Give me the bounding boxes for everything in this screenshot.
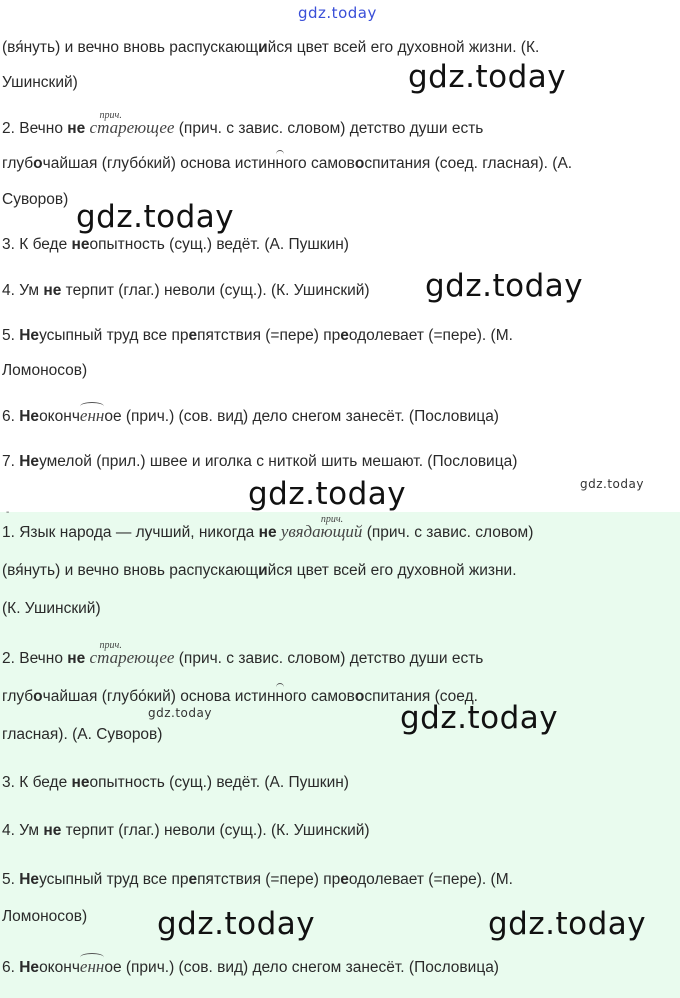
s2-sentence-5: 5. Неусыпный труд все препятствия (=пере) преодолевает (=пере). (М. (2, 871, 513, 888)
s1-line-1: (вя́нуть) и вечно вновь распускающийся цвет всей его духовной жизни. (К. (2, 39, 540, 56)
s1-sentence-2-line-3: Суворов) (2, 191, 69, 208)
watermark: gdz.today (157, 906, 316, 942)
s2-sentence-1-line-2: (вя́нуть) и вечно вновь распускающийся цвет всей его духовной жизни. (2, 562, 517, 579)
s1-sentence-6: 6. Неоконченное (прич.) (сов. вид) дело снегом занесёт. (Пословица) (2, 406, 499, 425)
watermark: gdz.today (408, 59, 567, 95)
s1-sentence-4: 4. Ум не терпит (глаг.) неволи (сущ.). (К. Ушинский) (2, 282, 370, 299)
watermark: gdz.today (400, 700, 559, 736)
top-watermark: gdz.today (298, 4, 377, 22)
s2-sentence-5-line-2: Ломоносов) (2, 908, 88, 925)
s2-sentence-1-line-3: (К. Ушинский) (2, 600, 101, 617)
watermark-small: gdz.today (148, 706, 212, 720)
s2-sentence-6: 6. Неоконченное (прич.) (сов. вид) дело снегом занесёт. (Пословица) (2, 957, 499, 976)
participle-annotation: прич. (99, 640, 122, 651)
s2-sentence-1: 1. Язык народа — лучший, никогда не прич. увядающий (прич. с завис. словом) (2, 522, 533, 543)
corner-mark: - (6, 507, 10, 518)
s1-sentence-5-line-2: Ломоносов) (2, 362, 88, 379)
s2-sentence-3: 3. К беде неопытность (сущ.) ведёт. (А. Пушкин) (2, 774, 349, 791)
participle-annotation: прич. (99, 110, 122, 121)
watermark: gdz.today (76, 199, 235, 235)
participle-word: прич. стареющее (90, 118, 175, 137)
watermark: gdz.today (248, 476, 407, 512)
watermark: gdz.today (488, 906, 647, 942)
s2-sentence-4: 4. Ум не терпит (глаг.) неволи (сущ.). (К. Ушинский) (2, 822, 370, 839)
s1-sentence-3: 3. К беде неопытность (сущ.) ведёт. (А. Пушкин) (2, 236, 349, 253)
s1-sentence-7: 7. Неумелой (прил.) швее и иголка с ниткой шить мешают. (Пословица) (2, 453, 518, 470)
participle-word: прич. увядающий (281, 522, 363, 541)
participle-annotation: прич. (320, 514, 344, 525)
s2-sentence-2: 2. Вечно не прич. стареющее (прич. с завис. словом) детство души есть (2, 648, 483, 669)
participle-word: прич. стареющее (90, 648, 175, 667)
s1-sentence-2-line-2: глубочайшая (глубо́кий) основа истинного самовоспитания (соед. гласная). (А. (2, 155, 573, 172)
watermark: gdz.today (425, 268, 584, 304)
s2-sentence-2-line-3: гласная). (А. Суворов) (2, 726, 163, 743)
s2-sentence-2-line-2: глубочайшая (глубо́кий) основа истинного самовоспитания (соед. (2, 688, 478, 705)
s1-line-2: Ушинский) (2, 74, 78, 91)
s1-sentence-2: 2. Вечно не прич. стареющее (прич. с завис. словом) детство души есть (2, 118, 483, 139)
watermark-small: gdz.today (580, 477, 644, 491)
s1-sentence-5: 5. Неусыпный труд все препятствия (=пере) преодолевает (=пере). (М. (2, 327, 513, 344)
